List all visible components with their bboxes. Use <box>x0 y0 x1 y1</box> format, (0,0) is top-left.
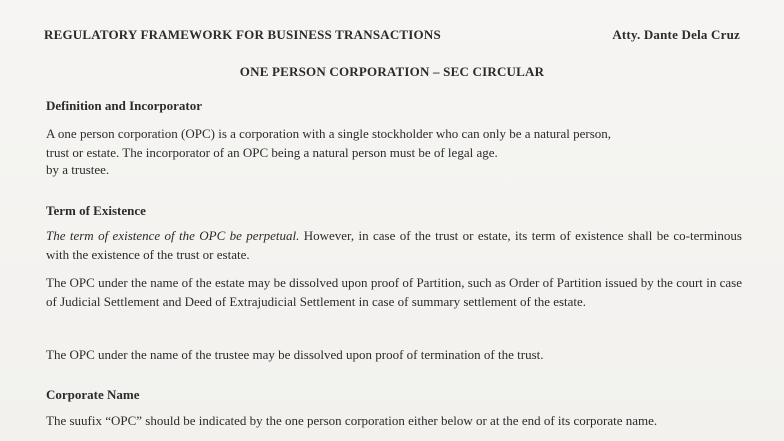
page-header <box>44 27 740 47</box>
term-paragraph-3: The OPC under the name of the trustee may be dissolved upon proof of termination of the trust. <box>46 347 544 362</box>
document-title: REGULATORY FRAMEWORK FOR BUSINESS TRANSACTIONS <box>44 27 441 42</box>
section-heading-term: Term of Existence <box>46 203 146 218</box>
term-italic-text: The term of existence of the OPC be perpetual. <box>46 228 300 243</box>
term-paragraph-1-rest: However, in case of the trust or estate, its term of existence shall be co-terminous with the existence of the trust or estate. <box>46 228 742 262</box>
author-name: Atty. Dante Dela Cruz <box>612 27 740 42</box>
definition-line-1: A one person corporation (OPC) is a corporation with a single stockholder who can only be a natural person, <box>46 126 611 141</box>
section-heading-definition: Definition and Incorporator <box>46 98 202 113</box>
section-heading-corporate-name: Corporate Name <box>46 387 140 402</box>
term-paragraph-1 <box>46 226 742 264</box>
document-subtitle: ONE PERSON CORPORATION – SEC CIRCULAR <box>239 64 545 79</box>
definition-line-2: trust or estate. The incorporator of an OPC being a natural person must be of legal age. <box>46 145 498 160</box>
corporate-name-paragraph: The suufix “OPC” should be indicated by the one person corporation either below or at the end of its corporate name. <box>46 413 658 428</box>
term-paragraph-2: The OPC under the name of the estate may be dissolved upon proof of Partition, such as Order of Partition issued by the court in case of Judicial Settlement and Deed of Extrajudicial Settlement in case of summary settlement of the estate. <box>46 275 742 309</box>
definition-line-3: by a trustee. <box>46 162 110 177</box>
